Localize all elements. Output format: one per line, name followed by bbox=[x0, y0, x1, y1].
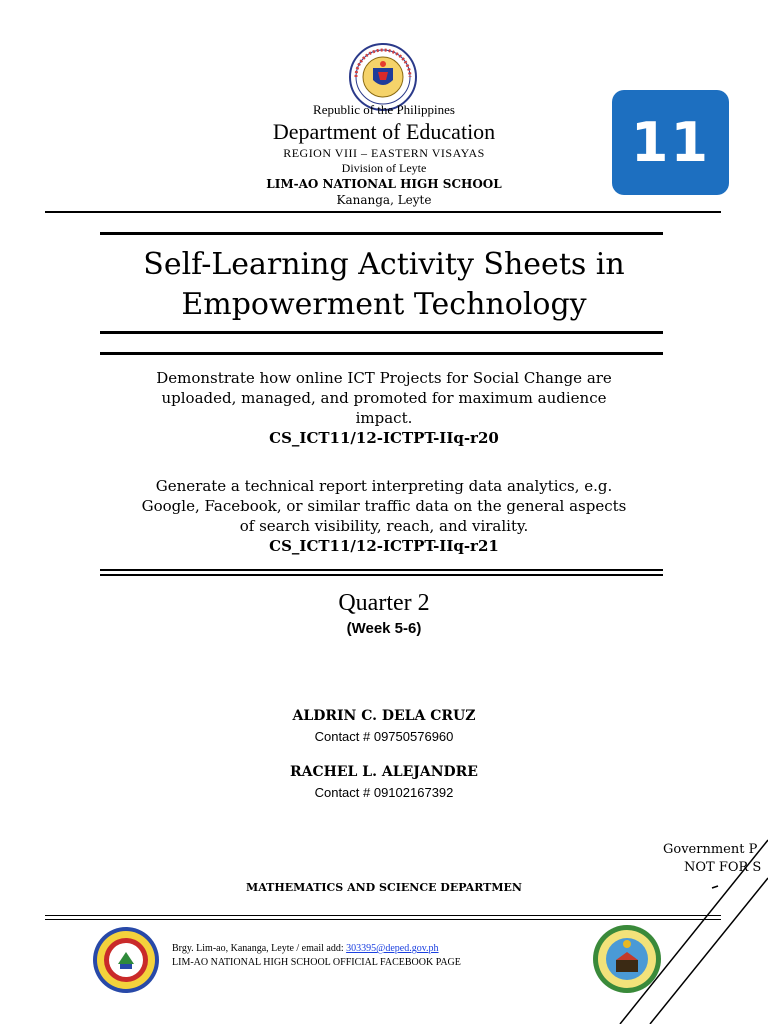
title-rule-top bbox=[100, 232, 663, 235]
author-2-contact: Contact # 09102167392 bbox=[314, 785, 454, 800]
competency-1-line-1: Demonstrate how online ICT Projects for Social Change are bbox=[156, 369, 612, 387]
department-name: Department of Education bbox=[272, 119, 496, 144]
grade-badge: 11 bbox=[612, 90, 729, 195]
week-label: (Week 5-6) bbox=[346, 620, 422, 637]
competency-2-line-1: Generate a technical report interpreting data analytics, e.g. bbox=[155, 477, 613, 495]
competency-1-line-3: impact. bbox=[355, 409, 413, 427]
region-label: REGION VIII – EASTERN VISAYAS bbox=[283, 146, 485, 160]
competency-1-code: CS_ICT11/12-ICTPT-IIq-r20 bbox=[269, 429, 499, 447]
competency-1 bbox=[0, 368, 768, 448]
footer-email-link[interactable]: 303395@deped.gov.ph bbox=[346, 943, 439, 954]
competency-1-line-2: uploaded, managed, and promoted for maximum audience bbox=[161, 389, 607, 407]
footer-address bbox=[172, 943, 439, 954]
competency-2-code: CS_ICT11/12-ICTPT-IIq-r21 bbox=[269, 537, 499, 555]
competency-2-line-2: Google, Facebook, or similar traffic data on the general aspects bbox=[141, 497, 627, 515]
school-location: Kananga, Leyte bbox=[336, 193, 432, 207]
author-1-name: ALDRIN C. DELA CRUZ bbox=[292, 708, 476, 724]
school-seal-logo bbox=[92, 926, 160, 994]
footer-facebook-page: LIM-AO NATIONAL HIGH SCHOOL OFFICIAL FACEBOOK PAGE bbox=[172, 957, 461, 968]
competency-2-line-3: of search visibility, reach, and virality. bbox=[239, 517, 529, 535]
title-rule-bottom bbox=[100, 331, 663, 334]
header-divider bbox=[45, 211, 721, 213]
competency-2 bbox=[0, 476, 768, 556]
stamp-frame-lines bbox=[600, 800, 768, 1024]
competency-rule-bottom-2 bbox=[100, 574, 663, 576]
footer-address-text: Brgy. Lim-ao, Kananga, Leyte / email add: bbox=[172, 943, 347, 954]
author-1-contact: Contact # 09750576960 bbox=[314, 729, 454, 744]
republic-label: Republic of the Philippines bbox=[313, 102, 455, 117]
title-line-1: Self-Learning Activity Sheets in bbox=[143, 247, 625, 282]
author-2-name: RACHEL L. ALEJANDRE bbox=[290, 764, 478, 780]
competency-rule-top bbox=[100, 352, 663, 355]
stamp-line-1: Government P bbox=[663, 842, 758, 857]
school-name: LIM-AO NATIONAL HIGH SCHOOL bbox=[266, 177, 502, 191]
division-label: Division of Leyte bbox=[341, 161, 427, 175]
title-line-2: Empowerment Technology bbox=[181, 287, 587, 322]
competency-rule-bottom-1 bbox=[100, 569, 663, 571]
quarter-label: Quarter 2 bbox=[338, 590, 430, 616]
stamp-line-2: NOT FOR S bbox=[684, 860, 762, 875]
department-footer: MATHEMATICS AND SCIENCE DEPARTMEN bbox=[246, 881, 522, 894]
